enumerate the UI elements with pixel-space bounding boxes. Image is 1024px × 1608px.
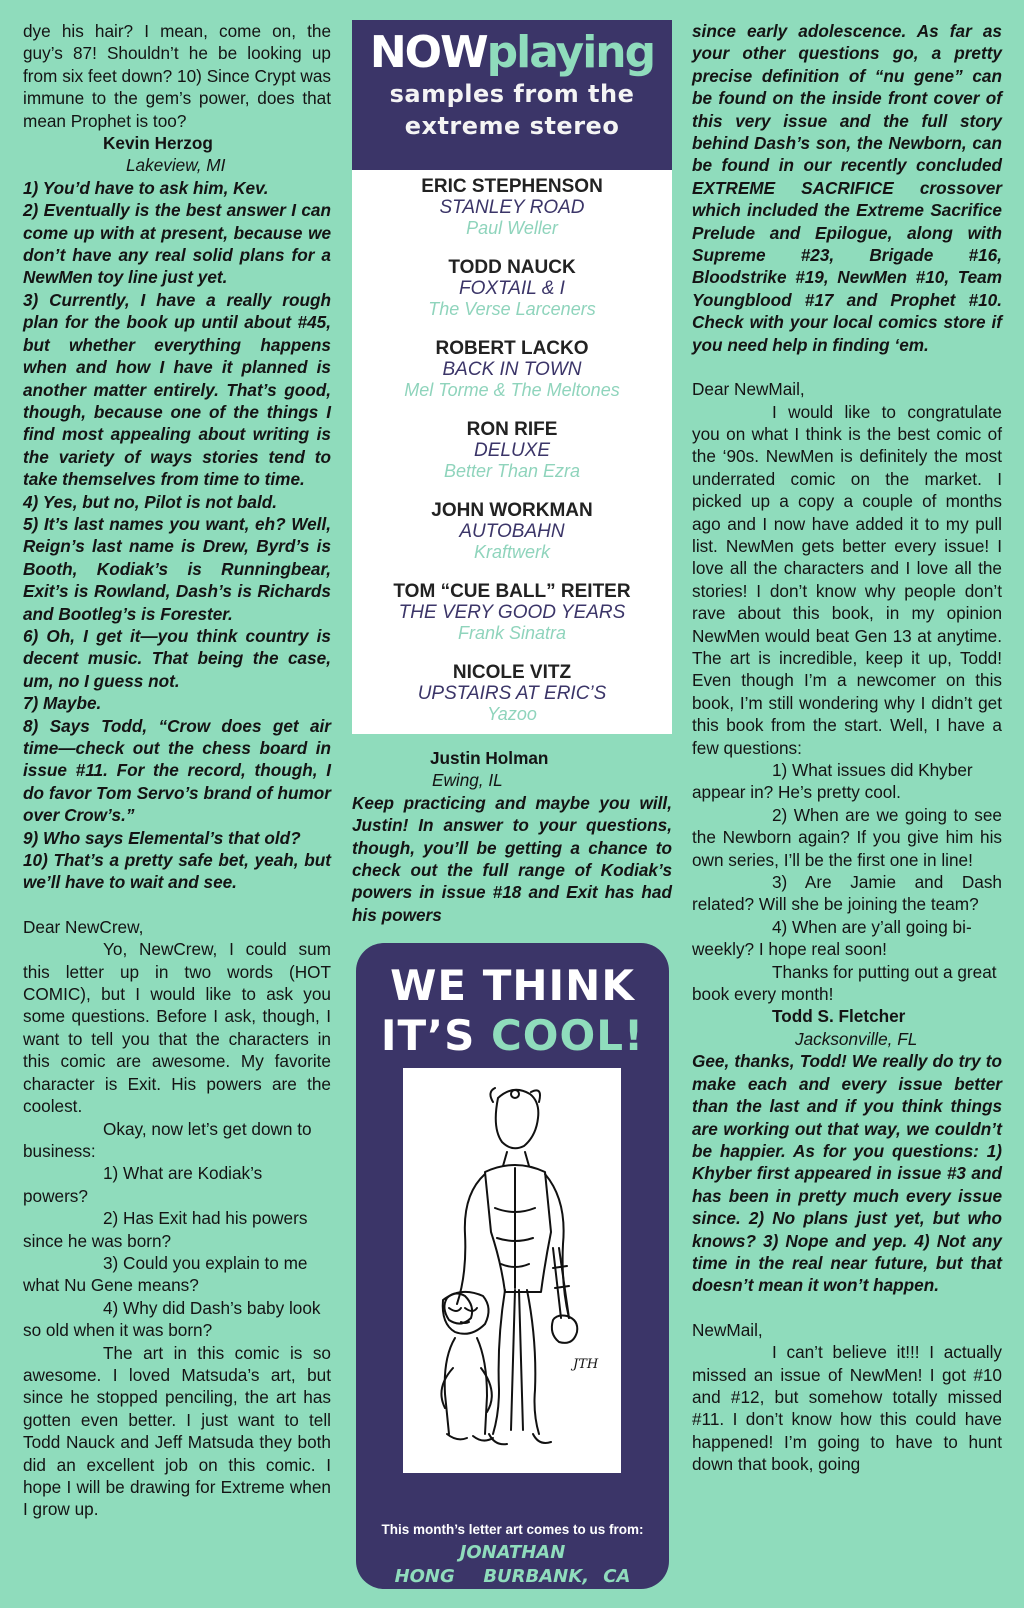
track-artist: RON RIFE [466, 419, 558, 440]
artist-name: JONATHAN HONG [394, 1542, 566, 1587]
track-song: FOXTAIL & I [459, 278, 565, 299]
editor-answer: Keep practicing and maybe you will, Justin! In answer to your questions, though, you’ll be getting a chance to check out the full range of Kodiak’s powers in issue #18 and Exit has had his powers [352, 792, 672, 925]
letter-paragraph: I can’t believe it!!! I actually missed an issue of NewMen! I got #10 and #12, but somehow totally missed #11. I don’t know how this could have happened! I’m going to have to hunt down that book, going [692, 1342, 1002, 1475]
subtitle-line-2: extreme stereo [404, 112, 620, 140]
editor-answer: 7) Maybe. [23, 693, 102, 714]
letter-paragraph: 3) Are Jamie and Dash related? Will she be joining the team? [692, 872, 1002, 915]
middle-column [352, 20, 672, 926]
track-entry [352, 257, 672, 319]
paragraph-gap [23, 894, 331, 916]
paragraph-gap [692, 1297, 1002, 1319]
editor-answer: 3) Currently, I have a really rough plan for the book up until about #45, but whether everything happens when and how I have it planned is another matter entirely. That’s good, though, because one of the things I find most appealing about writing is the variety of ways stories tend to take themselves from time to time. [23, 289, 331, 490]
title-its: IT’S [380, 1011, 476, 1060]
now-playing-box [352, 20, 672, 734]
track-original-artist: Kraftwerk [473, 542, 551, 562]
editor-answer: 9) Who says Elemental’s that old? [23, 827, 301, 848]
title-now: NOW [369, 27, 487, 78]
track-original-artist: Yazoo [487, 704, 537, 724]
track-song: AUTOBAHN [459, 521, 565, 542]
track-entry [352, 662, 672, 724]
artist-signature: JTH [573, 1357, 599, 1372]
editor-answer: 4) Yes, but no, Pilot is not bald. [23, 491, 278, 512]
track-original-artist: Frank Sinatra [457, 623, 567, 643]
subtitle-line-1: samples from the [389, 80, 635, 108]
signature-location: Jacksonville, FL [795, 1028, 918, 1049]
letter-paragraph: Okay, now let’s get down to business: [23, 1118, 312, 1161]
letter-paragraph: I would like to congratulate you on what I think is the best comic of the ‘90s. NewMen is definitely the most underrated comic on the market. I picked up a copy a couple of months ago and I now have added it to my pull list. NewMen gets better every issue! I love all the characters and I love all the stories! I don’t know why people don’t rave about this book, in my opinion NewMen would beat Gen 13 at anytime. The art is incredible, keep it up, Todd! Even though I’m a newcomer on this book, I’m still wondering why I didn’t get this book from the start. Well, I have a few questions: [692, 401, 1002, 758]
track-artist: JOHN WORKMAN [431, 500, 593, 521]
track-song: UPSTAIRS AT ERIC’S [417, 683, 607, 704]
letter-paragraph: 1) What issues did Khyber appear in? He’s pretty cool. [692, 760, 973, 803]
track-entry [352, 338, 672, 400]
cool-title-line-1: WE THINK [390, 961, 635, 1010]
superhero-drawing [403, 1068, 621, 1473]
track-original-artist: Better Than Ezra [443, 461, 581, 481]
cool-title [356, 961, 669, 1061]
now-playing-header [352, 20, 672, 170]
letter-art-illustration [403, 1068, 621, 1473]
track-song: BACK IN TOWN [442, 359, 582, 380]
artist-location: BURBANK, CA [483, 1566, 631, 1587]
letter-paragraph: Yo, NewCrew, I could sum this letter up in two words (HOT COMIC), but I would like to ask you some questions. Before I ask, though, I want to tell you that the characters in this comic are awesome. My favorite character is Exit. His powers are the coolest. [23, 939, 331, 1117]
signature-location: Lakeview, MI [126, 155, 226, 176]
paragraph-gap [692, 356, 1002, 378]
track-artist: ERIC STEPHENSON [421, 176, 603, 197]
track-list [352, 170, 672, 734]
track-artist: TOM “CUE BALL” REITER [393, 581, 631, 602]
letter-paragraph: 4) When are y’all going bi-weekly? I hope real soon! [692, 916, 972, 960]
track-entry [352, 419, 672, 481]
track-original-artist: Paul Weller [466, 218, 558, 238]
now-playing-title [352, 28, 672, 78]
track-entry [352, 581, 672, 643]
letter-art-artist [356, 1541, 669, 1589]
track-entry [352, 500, 672, 562]
track-entry [352, 176, 672, 238]
letter-art-credit: This month’s letter art comes to us from: [381, 1522, 644, 1537]
title-playing: playing [486, 27, 655, 78]
track-song: DELUXE [473, 440, 551, 461]
letter-paragraph: 1) What are Kodiak’s powers? [23, 1163, 263, 1206]
letter-art-box [356, 943, 669, 1589]
letter-paragraph: dye his hair? I mean, come on, the guy’s 87! Shouldn’t he be looking up from six feet down? 10) Since Crypt was immune to the gem’s power, does that mean Prophet is too? [23, 21, 331, 131]
letter-paragraph: 4) Why did Dash’s baby look so old when it was born? [23, 1297, 321, 1341]
editor-answer: 1) You’d have to ask him, Kev. [23, 177, 269, 198]
justin-letter-signature [352, 734, 672, 926]
letter-paragraph: Thanks for putting out a great book every month! [692, 961, 997, 1005]
now-playing-subtitle [352, 78, 672, 142]
signature-name: Todd S. Fletcher [772, 1006, 906, 1027]
signature-name: Justin Holman [430, 748, 549, 768]
track-song: STANLEY ROAD [439, 197, 585, 218]
signature-location: Ewing, IL [432, 770, 503, 791]
right-letters-column [692, 20, 1002, 1476]
letter-paragraph: The art in this comic is so awesome. I loved Matsuda’s art, but since he stopped penciling, the art has gotten even better. I just want to tell Todd Nauck and Jeff Matsuda they both did an excellent job on this comic. I hope I will be drawing for Extreme when I grow up. [23, 1342, 331, 1520]
letter-paragraph: 2) Has Exit had his powers since he was born? [23, 1208, 308, 1251]
editor-answer: 6) Oh, I get it—you think country is decent music. That being the case, um, no I guess not. [23, 625, 331, 691]
letter-paragraph: NewMail, [692, 1319, 763, 1340]
track-original-artist: Mel Torme & The Meltones [404, 380, 620, 400]
title-cool: COOL! [490, 1011, 645, 1060]
editor-answer: 5) It’s last names you want, eh? Well, Reign’s last name is Drew, Byrd’s is Booth, Kodiak’s is Runningbear, Exit’s is Rowland, Dash’s is Richards and Bootleg’s is Forester. [23, 513, 331, 624]
left-letters-column [23, 20, 331, 1521]
editor-answer: 10) That’s a pretty safe bet, yeah, but we’ll have to wait and see. [23, 850, 331, 893]
track-artist: NICOLE VITZ [452, 662, 572, 683]
editor-answer: since early adolescence. As far as your other questions go, a pretty precise definition of “nu gene” can be found on the inside front cover of this very issue and the full story behind Dash’s son, the Newborn, can be found in our recently concluded EXTREME SACRIFICE crossover which included the Extreme Sacrifice Prelude and Epilogue, along with Supreme #23, Brigade #16, Bloodstrike #19, NewMen #10, Team Youngblood #17 and Prophet #10. Check with your local comics store if you need help in finding ‘em. [692, 21, 1002, 355]
letter-paragraph: 2) When are we going to see the Newborn again? If you give him his own series, I’ll be the first one in line! [692, 804, 1002, 870]
track-artist: ROBERT LACKO [435, 338, 589, 359]
editor-answer: Gee, thanks, Todd! We really do try to make each and every issue better than the last and if you think things are working out that way, we couldn’t be happier. As for you questions: 1) Khyber first appeared in issue #3 and has been in pretty much every issue since. 2) No plans just yet, but who knows? 3) Nope and yep. 4) Not any time in the real near future, but that doesn’t mean it won’t happen. [692, 1051, 1002, 1296]
track-original-artist: The Verse Larceners [428, 299, 596, 319]
letter-paragraph: 3) Could you explain to me what Nu Gene means? [23, 1252, 308, 1296]
editor-answer: 8) Says Todd, “Crow does get air time—check out the chess board in issue #11. For the record, though, I do favor Tom Servo’s brand of humor over Crow’s.” [23, 715, 331, 826]
track-song: THE VERY GOOD YEARS [398, 602, 626, 623]
track-artist: TODD NAUCK [448, 257, 576, 278]
cool-title-line-2 [356, 1011, 669, 1061]
letter-paragraph: Dear NewMail, [692, 379, 805, 400]
editor-answer: 2) Eventually is the best answer I can come up with at present, because we don’t have any real solid plans for a NewMen toy line just yet. [23, 200, 331, 288]
signature-name: Kevin Herzog [103, 133, 213, 154]
letter-paragraph: Dear NewCrew, [23, 916, 144, 937]
